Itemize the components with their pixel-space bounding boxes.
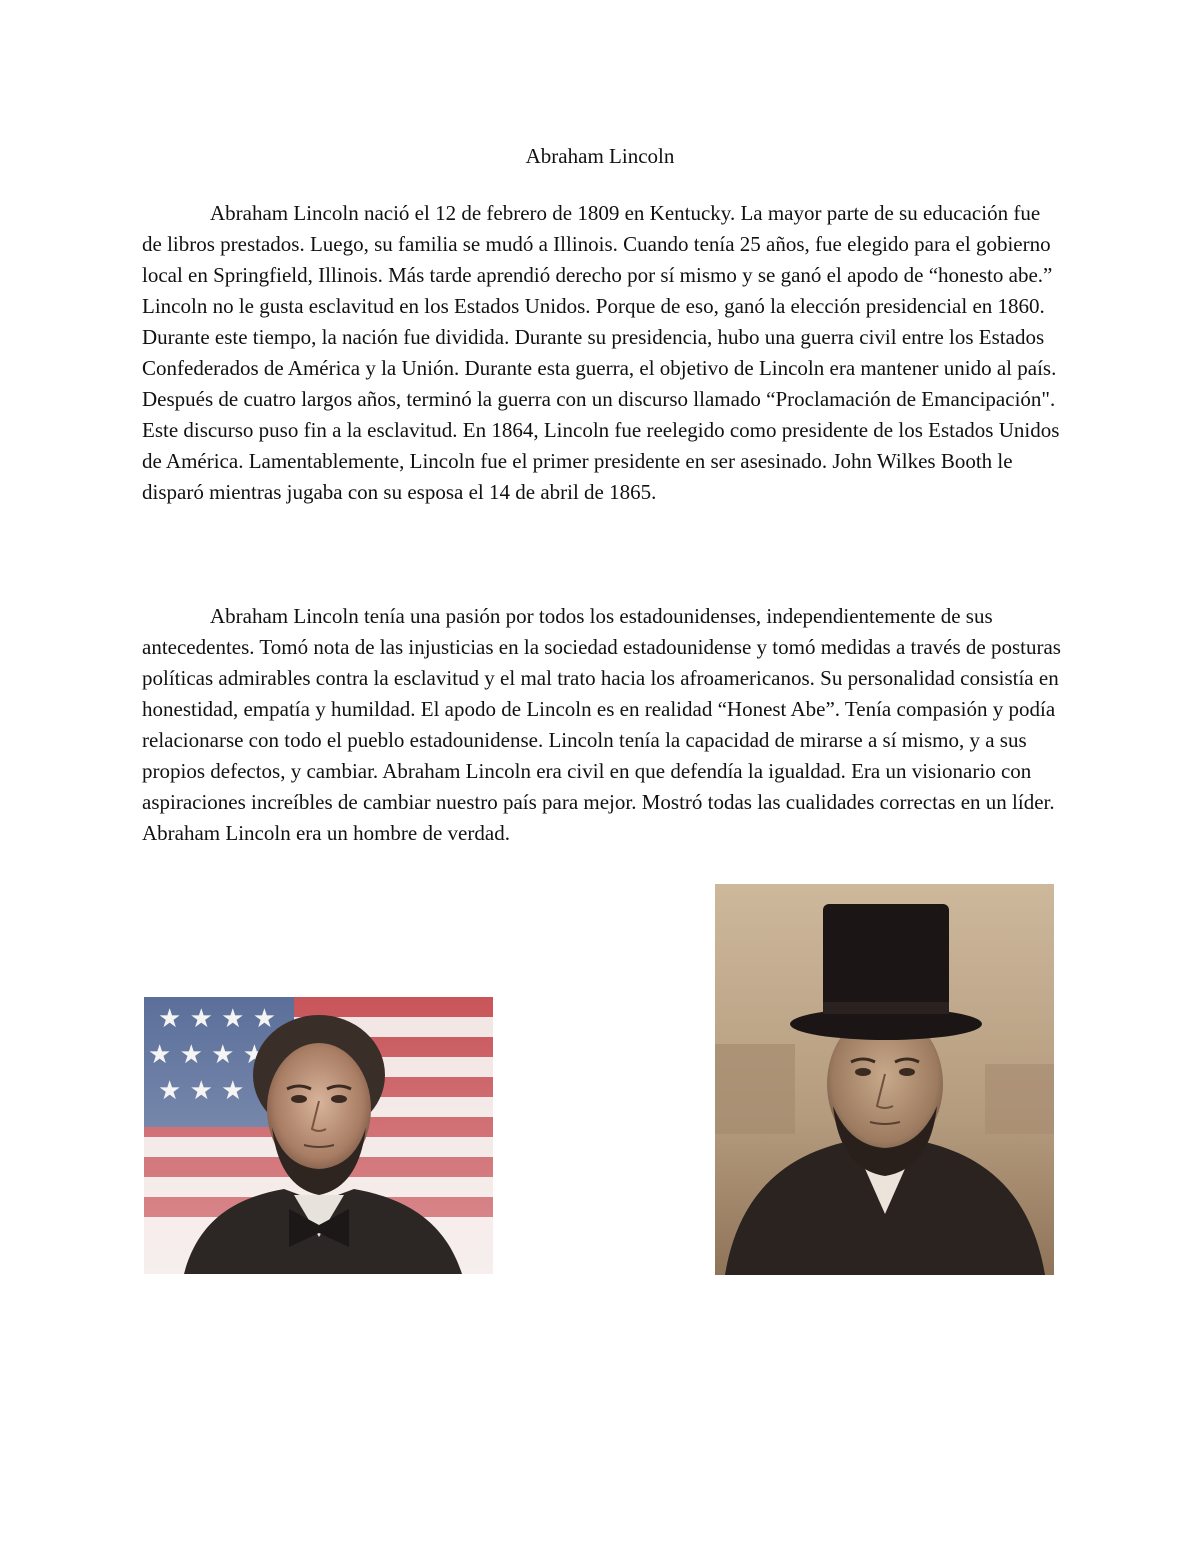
paragraph-character: Abraham Lincoln tenía una pasión por todos los estadounidenses, independientemente de sus antecedentes. Tomó nota de las injusticias en la sociedad estadounidense y tomó medidas a través de posturas políticas admirables contra la esclavitud y el mal trato hacia los afroamericanos. Su personalidad consistía en honestidad, empatía y humildad. El apodo de Lincoln es en realidad “Honest Abe”. Tenía compasión y podía relacionarse con todo el pueblo estadounidense. Lincoln tenía la capacidad de mirarse a sí mismo, y a sus propios defectos, y cambiar. Abraham Lincoln era civil en que defendía la igualdad. Era un visionario con aspiraciones increíbles de cambiar nuestro país para mejor. Mostró todas las cualidades correctas en un líder. Abraham Lincoln era un hombre de verdad. bbox=[142, 604, 1061, 845]
document-title: Abraham Lincoln bbox=[525, 144, 675, 168]
lincoln-tophat-photo bbox=[715, 884, 1054, 1275]
lincoln-tophat-illustration bbox=[715, 884, 1054, 1275]
lincoln-flag-photo bbox=[144, 997, 493, 1274]
lincoln-flag-illustration bbox=[144, 997, 493, 1274]
paragraph-biography: Abraham Lincoln nació el 12 de febrero de 1809 en Kentucky. La mayor parte de su educación fue de libros prestados. Luego, su familia se mudó a Illinois. Cuando tenía 25 años, fue elegido para el gobierno local en Springfield, Illinois. Más tarde aprendió derecho por sí mismo y se ganó el apodo de “honesto abe.” Lincoln no le gusta esclavitud en los Estados Unidos. Porque de eso, ganó la elección presidencial en 1860. Durante este tiempo, la nación fue dividida. Durante su presidencia, hubo una guerra civil entre los Estados Confederados de América y la Unión. Durante esta guerra, el objetivo de Lincoln era mantener unido al país. Después de cuatro largos años, terminó la guerra con un discurso llamado “Proclamación de Emancipación". Este discurso puso fin a la esclavitud. En 1864, Lincoln fue reelegido como presidente de los Estados Unidos de América. Lamentablemente, Lincoln fue el primer presidente en ser asesinado. John Wilkes Booth le disparó mientras jugaba con su esposa el 14 de abril de 1865. bbox=[142, 201, 1060, 504]
